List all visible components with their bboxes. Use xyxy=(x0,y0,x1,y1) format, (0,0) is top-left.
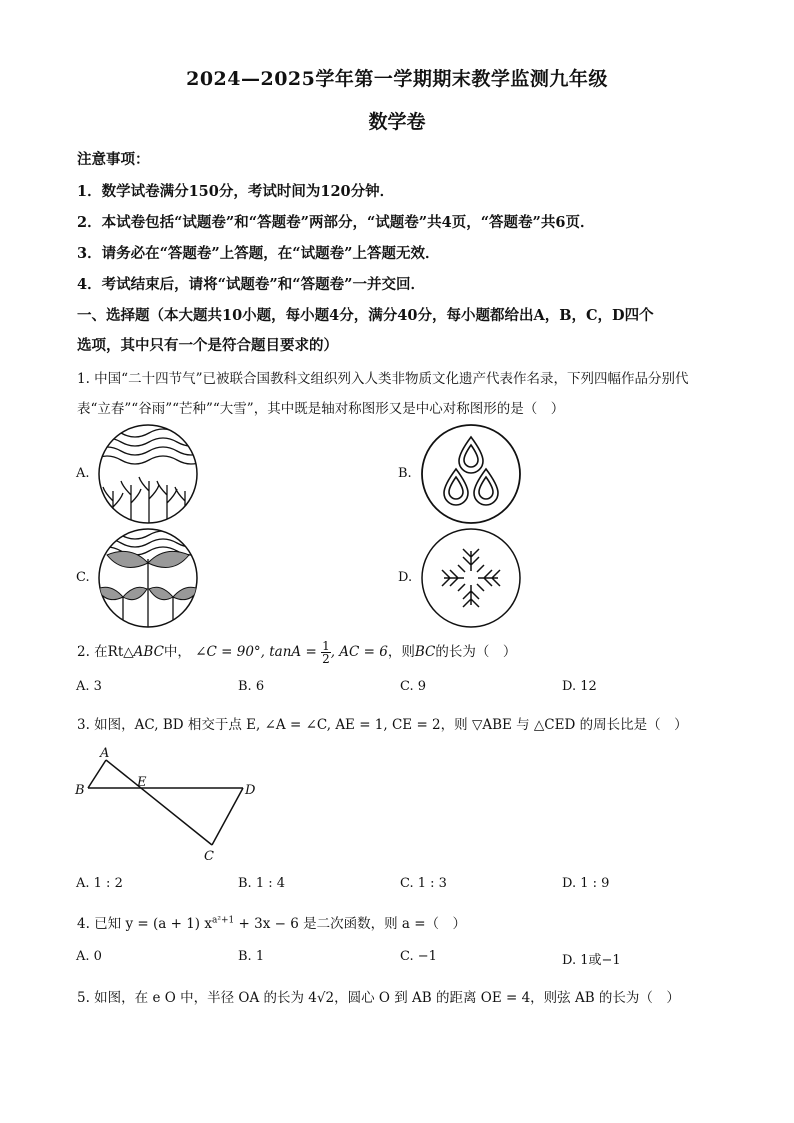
q3-segment-ac xyxy=(106,760,212,845)
q3-text: 3. 如图，AC, BD 相交于点 E, ∠A = ∠C, AE = 1, CE = 2，则 ▽ABE 与 △CED 的周长比是（ ） xyxy=(77,717,688,733)
exam-subtitle: 数学卷 xyxy=(368,111,426,133)
q1-figure-a xyxy=(93,423,203,525)
q2-option-d: D. 12 xyxy=(562,679,597,694)
q3-segment-ab xyxy=(88,760,106,788)
q2-option-c: C. 9 xyxy=(400,679,427,694)
q2-mid: 中， xyxy=(163,644,191,660)
q2-ac-condition: , AC = 6 xyxy=(330,644,388,660)
q1-figure-c xyxy=(93,527,203,629)
section1-heading-line2: 选项，其中只有一个是符合题目要求的） xyxy=(77,337,338,354)
q2-suffix1: ，则 xyxy=(387,644,415,660)
q2-suffix2: 的长为（ ） xyxy=(435,644,517,660)
q3-option-b: B. 1 : 4 xyxy=(238,876,286,891)
note-item-4: 4．考试结束后，请将“试题卷”和“答题卷”一并交回． xyxy=(77,276,425,293)
q4-option-c: C. −1 xyxy=(400,949,437,964)
q1-text-line1: 1. 中国“二十四节气”已被联合国教科文组织列入人类非物质文化遗产代表作名录，下列四幅作品分别代 xyxy=(77,371,689,387)
q4-option-a: A. 0 xyxy=(76,949,102,964)
q4-part2: + 3x − 6 是二次函数，则 a =（ ） xyxy=(234,916,467,932)
q2-triangle-abc: ABC xyxy=(133,644,164,660)
q2-fraction xyxy=(321,640,331,665)
q1-option-b-label: B. xyxy=(398,466,412,481)
q3-figure xyxy=(70,742,270,867)
q2-angle-condition: ∠C = 90°, tanA = xyxy=(195,644,317,660)
q1-option-a-label: A. xyxy=(76,466,90,481)
q3-option-c: C. 1 : 3 xyxy=(400,876,447,891)
q4-option-b: B. 1 xyxy=(238,949,265,964)
q5-text: 5. 如图，在 e O 中，半径 OA 的长为 4√2，圆心 O 到 AB 的距离 OE = 4，则弦 AB 的长为（ ） xyxy=(77,990,680,1006)
note-item-2: 2．本试卷包括“试题卷”和“答题卷”两部分，“试题卷”共4页，“答题卷”共6页． xyxy=(77,214,595,231)
q3-point-c: C xyxy=(204,849,214,864)
q3-option-d: D. 1 : 9 xyxy=(562,876,610,891)
q1-text-line2: 表“立春”“谷雨”“芒种”“大雪”，其中既是轴对称图形又是中心对称图形的是（ ） xyxy=(77,401,565,417)
q1-option-c-label: C. xyxy=(76,570,90,585)
q3-point-b: B xyxy=(75,783,85,798)
q3-point-e: E xyxy=(137,775,147,790)
q3-segment-dc xyxy=(212,788,243,845)
note-item-3: 3．请务必在“答题卷”上答题，在“试题卷”上答题无效． xyxy=(77,245,440,262)
q2-fraction-numerator: 1 xyxy=(322,639,330,653)
exam-title: 2024—2025学年第一学期期末教学监测九年级 xyxy=(186,68,608,90)
q2-text xyxy=(77,640,516,665)
q4-option-d: D. 1或−1 xyxy=(562,953,621,968)
q1-option-d-label: D. xyxy=(398,570,413,585)
q1-figure-d xyxy=(418,527,524,629)
q2-option-a: A. 3 xyxy=(76,679,102,694)
q4-text xyxy=(77,912,466,932)
q2-option-b: B. 6 xyxy=(238,679,265,694)
q2-prefix: 2. 在Rt△ xyxy=(77,644,134,660)
q4-part1: 4. 已知 y = (a + 1) x xyxy=(77,916,212,932)
section1-heading-line1: 一、选择题（本大题共10小题，每小题4分，满分40分，每小题都给出A，B，C，D四个 xyxy=(77,307,654,324)
q1-figure-b xyxy=(418,423,524,525)
note-item-1: 1．数学试卷满分150分，考试时间为120分钟． xyxy=(77,183,395,200)
q2-bc: BC xyxy=(414,644,436,660)
q2-fraction-denominator: 2 xyxy=(322,652,330,666)
q3-option-a: A. 1 : 2 xyxy=(76,876,123,891)
q3-point-d: D xyxy=(245,783,256,798)
notes-heading: 注意事项： xyxy=(77,151,150,168)
q3-point-a: A xyxy=(100,746,110,761)
q4-exponent: a²+1 xyxy=(211,915,235,926)
